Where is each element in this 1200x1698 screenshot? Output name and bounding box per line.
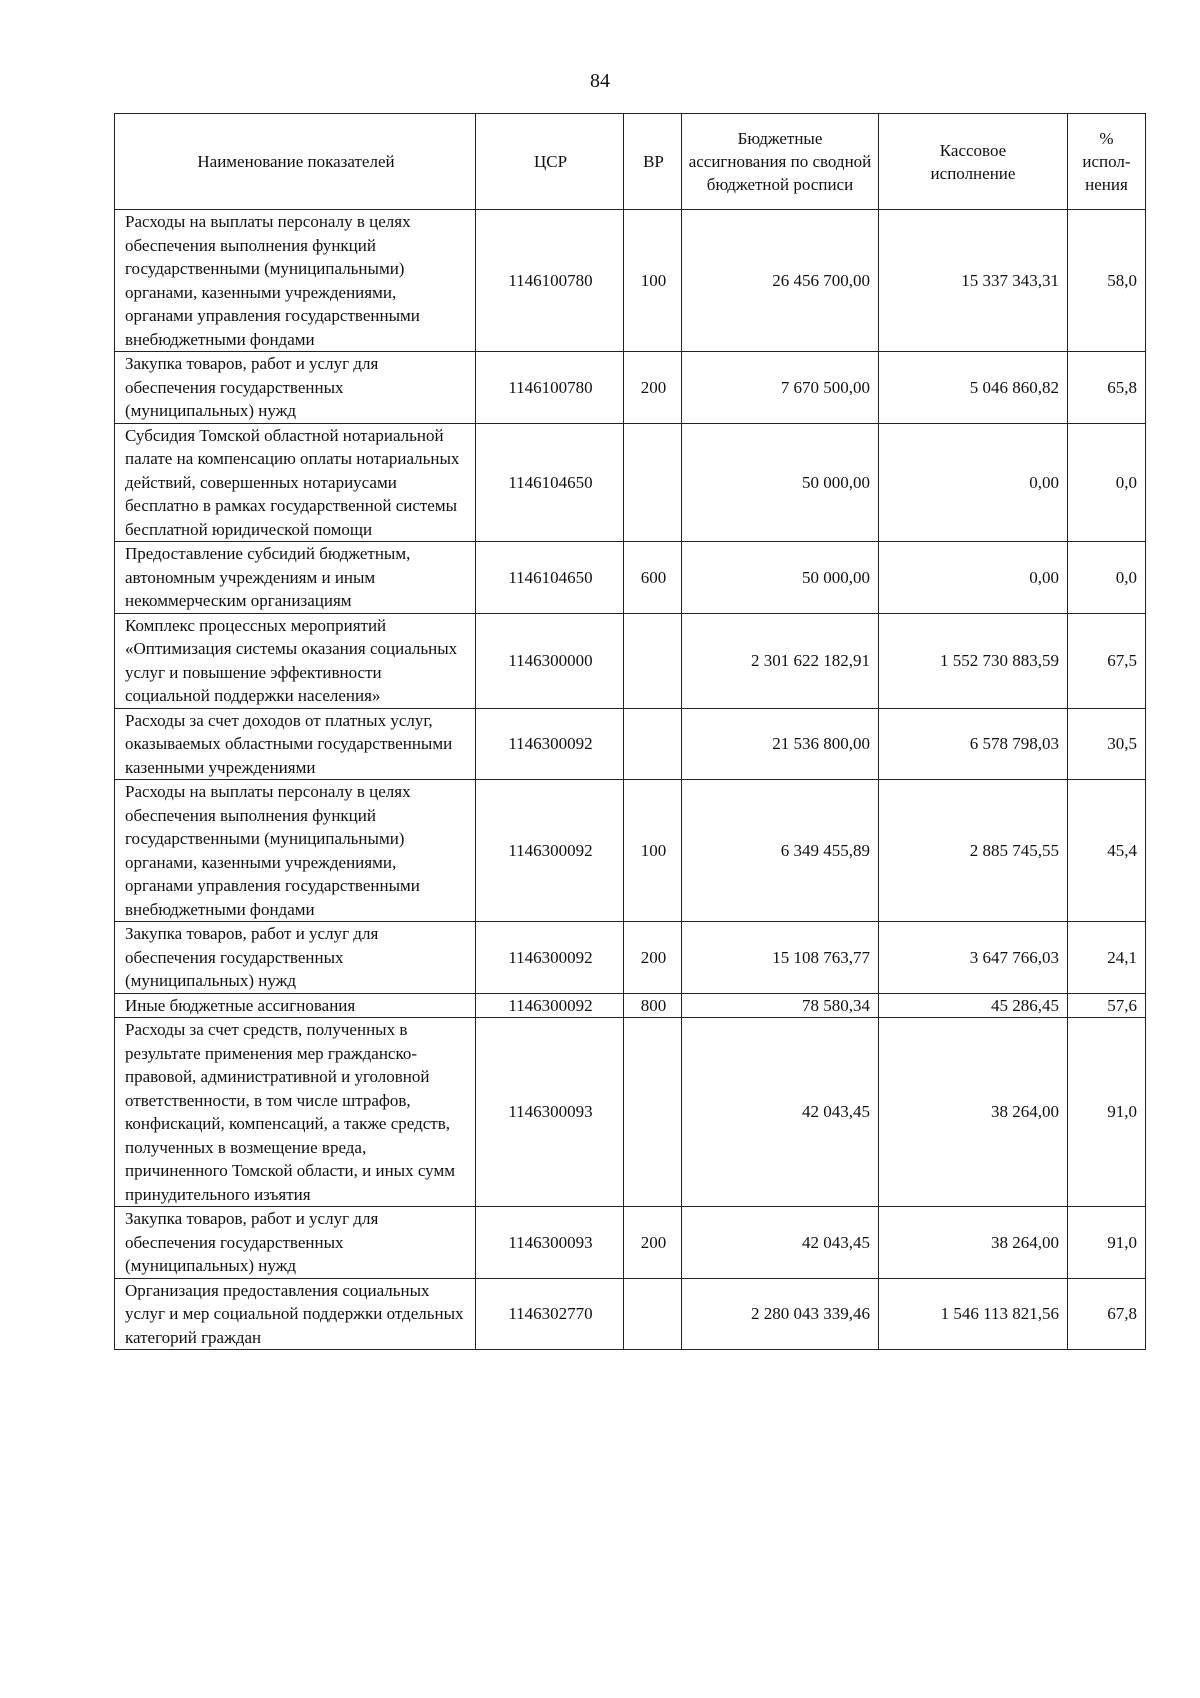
cell-vr <box>624 423 682 542</box>
table-row <box>115 613 1146 708</box>
header-vr: ВР <box>624 114 682 210</box>
cell-name: Расходы на выплаты персоналу в целях обеспечения выполнения функций государственными (муниципальными) органами, казенными учреждениями, органами управления государственными внебюджетными фондами <box>115 780 476 922</box>
cell-name: Закупка товаров, работ и услуг для обеспечения государственных (муниципальных) нужд <box>115 352 476 424</box>
cell-budget: 26 456 700,00 <box>682 210 879 352</box>
cell-vr: 100 <box>624 210 682 352</box>
cell-csr: 1146300093 <box>476 1207 624 1279</box>
cell-percent: 24,1 <box>1068 922 1146 994</box>
cell-percent: 30,5 <box>1068 708 1146 780</box>
cell-vr: 200 <box>624 352 682 424</box>
cell-csr: 1146302770 <box>476 1278 624 1350</box>
header-budget: Бюджетные ассигнования по сводной бюджетной росписи <box>682 114 879 210</box>
cell-budget: 50 000,00 <box>682 423 879 542</box>
cell-percent: 0,0 <box>1068 423 1146 542</box>
cell-budget: 50 000,00 <box>682 542 879 614</box>
cell-cash: 0,00 <box>879 542 1068 614</box>
table-row <box>115 993 1146 1018</box>
cell-percent: 65,8 <box>1068 352 1146 424</box>
header-cash: Кассовое исполнение <box>879 114 1068 210</box>
cell-name: Закупка товаров, работ и услуг для обеспечения государственных (муниципальных) нужд <box>115 922 476 994</box>
cell-percent: 91,0 <box>1068 1018 1146 1207</box>
cell-csr: 1146100780 <box>476 210 624 352</box>
cell-name: Закупка товаров, работ и услуг для обеспечения государственных (муниципальных) нужд <box>115 1207 476 1279</box>
cell-csr: 1146300092 <box>476 993 624 1018</box>
cell-vr <box>624 613 682 708</box>
cell-vr <box>624 1018 682 1207</box>
cell-budget: 15 108 763,77 <box>682 922 879 994</box>
cell-name: Иные бюджетные ассигнования <box>115 993 476 1018</box>
cell-csr: 1146104650 <box>476 423 624 542</box>
cell-name: Расходы за счет доходов от платных услуг, оказываемых областными государственными казенными учреждениями <box>115 708 476 780</box>
cell-name: Расходы на выплаты персоналу в целях обеспечения выполнения функций государственными (муниципальными) органами, казенными учреждениями, органами управления государственными внебюджетными фондами <box>115 210 476 352</box>
cell-name: Организация предоставления социальных услуг и мер социальной поддержки отдельных категорий граждан <box>115 1278 476 1350</box>
cell-csr: 1146300092 <box>476 708 624 780</box>
cell-cash: 6 578 798,03 <box>879 708 1068 780</box>
table-row <box>115 423 1146 542</box>
cell-cash: 45 286,45 <box>879 993 1068 1018</box>
cell-cash: 3 647 766,03 <box>879 922 1068 994</box>
cell-csr: 1146300092 <box>476 780 624 922</box>
cell-vr: 200 <box>624 922 682 994</box>
cell-cash: 15 337 343,31 <box>879 210 1068 352</box>
cell-percent: 57,6 <box>1068 993 1146 1018</box>
table-row <box>115 780 1146 922</box>
cell-name: Расходы за счет средств, полученных в результате применения мер гражданско-правовой, административной и уголовной ответственности, в том числе штрафов, конфискаций, компенсаций, а также средств, полученных в возмещение вреда, причиненного Томской области, и иных сумм принудительного изъятия <box>115 1018 476 1207</box>
cell-cash: 0,00 <box>879 423 1068 542</box>
cell-percent: 45,4 <box>1068 780 1146 922</box>
table-row <box>115 708 1146 780</box>
cell-csr: 1146300093 <box>476 1018 624 1207</box>
cell-csr: 1146100780 <box>476 352 624 424</box>
header-percent: % испол-нения <box>1068 114 1146 210</box>
table-header-row <box>115 114 1146 210</box>
cell-cash: 38 264,00 <box>879 1207 1068 1279</box>
cell-budget: 42 043,45 <box>682 1018 879 1207</box>
budget-execution-table <box>114 113 1146 1350</box>
cell-percent: 0,0 <box>1068 542 1146 614</box>
cell-percent: 67,8 <box>1068 1278 1146 1350</box>
table-row <box>115 1207 1146 1279</box>
table-row <box>115 542 1146 614</box>
cell-cash: 2 885 745,55 <box>879 780 1068 922</box>
cell-vr: 800 <box>624 993 682 1018</box>
cell-vr <box>624 708 682 780</box>
cell-cash: 38 264,00 <box>879 1018 1068 1207</box>
header-name: Наименование показателей <box>115 114 476 210</box>
cell-csr: 1146300092 <box>476 922 624 994</box>
cell-cash: 1 546 113 821,56 <box>879 1278 1068 1350</box>
table-row <box>115 210 1146 352</box>
cell-cash: 5 046 860,82 <box>879 352 1068 424</box>
cell-name: Комплекс процессных мероприятий «Оптимизация системы оказания социальных услуг и повышение эффективности социальной поддержки населения» <box>115 613 476 708</box>
cell-vr: 600 <box>624 542 682 614</box>
cell-budget: 7 670 500,00 <box>682 352 879 424</box>
cell-cash: 1 552 730 883,59 <box>879 613 1068 708</box>
cell-csr: 1146300000 <box>476 613 624 708</box>
cell-name: Предоставление субсидий бюджетным, автономным учреждениям и иным некоммерческим организациям <box>115 542 476 614</box>
header-csr: ЦСР <box>476 114 624 210</box>
table-row <box>115 352 1146 424</box>
cell-budget: 42 043,45 <box>682 1207 879 1279</box>
cell-budget: 6 349 455,89 <box>682 780 879 922</box>
cell-percent: 67,5 <box>1068 613 1146 708</box>
cell-budget: 2 301 622 182,91 <box>682 613 879 708</box>
cell-percent: 58,0 <box>1068 210 1146 352</box>
cell-budget: 21 536 800,00 <box>682 708 879 780</box>
page-number: 84 <box>590 70 610 92</box>
cell-vr: 200 <box>624 1207 682 1279</box>
table-row <box>115 1018 1146 1207</box>
cell-budget: 2 280 043 339,46 <box>682 1278 879 1350</box>
table-row <box>115 922 1146 994</box>
cell-csr: 1146104650 <box>476 542 624 614</box>
cell-name: Субсидия Томской областной нотариальной палате на компенсацию оплаты нотариальных действий, совершенных нотариусами бесплатно в рамках государственной системы бесплатной юридической помощи <box>115 423 476 542</box>
cell-budget: 78 580,34 <box>682 993 879 1018</box>
cell-vr <box>624 1278 682 1350</box>
cell-percent: 91,0 <box>1068 1207 1146 1279</box>
table-row <box>115 1278 1146 1350</box>
cell-vr: 100 <box>624 780 682 922</box>
